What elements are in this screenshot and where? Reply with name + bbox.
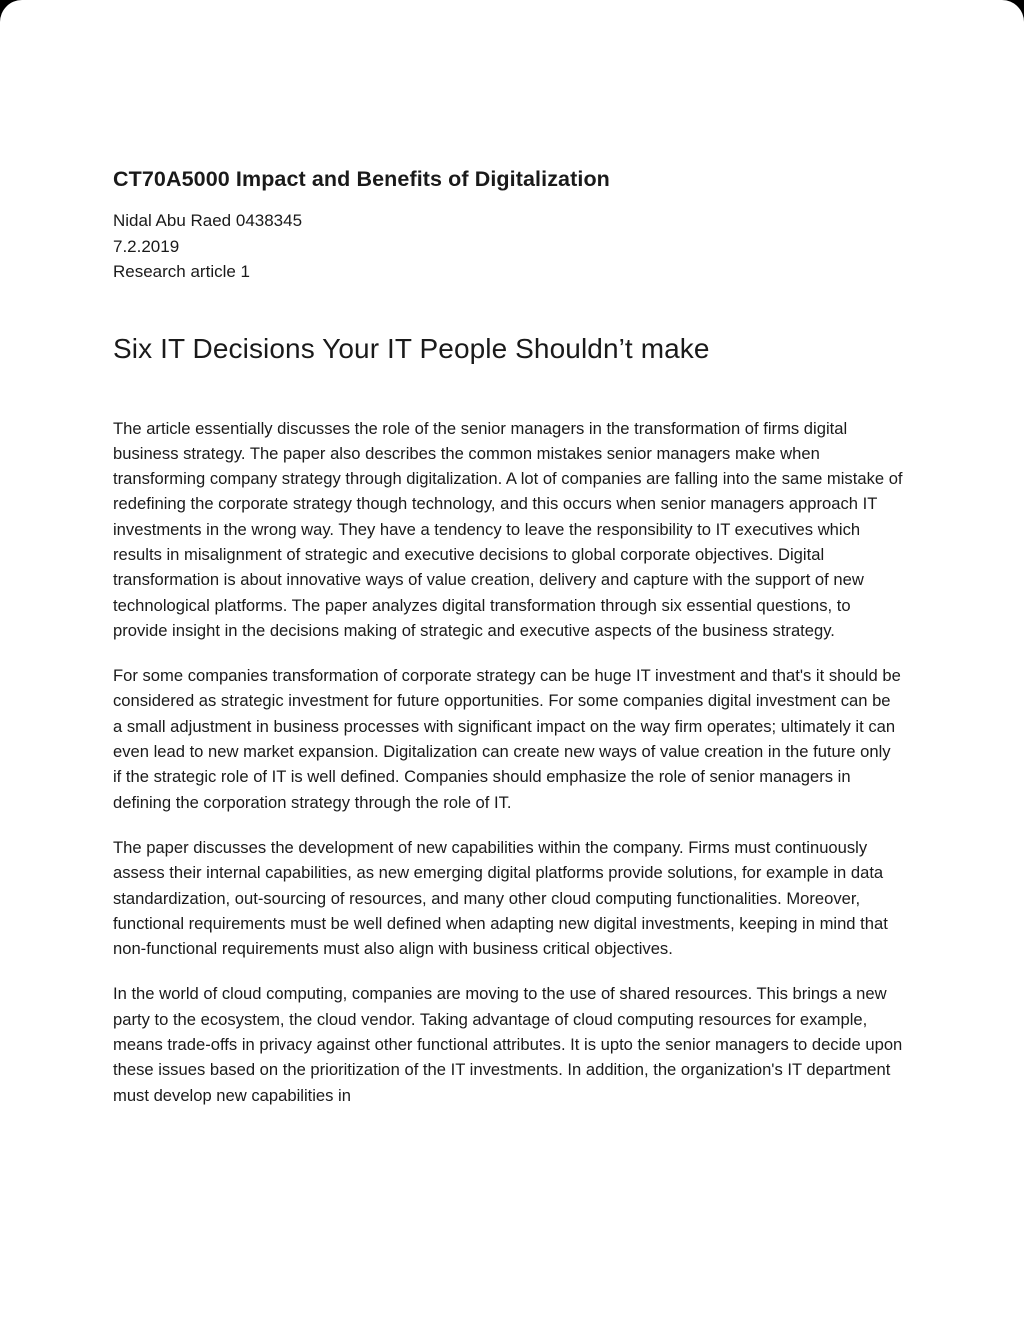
author-line: Nidal Abu Raed 0438345 (113, 211, 303, 230)
document-meta (113, 208, 903, 285)
document-type: Research article 1 (113, 262, 251, 281)
body-paragraph: For some companies transformation of corporate strategy can be huge IT investment and that's it should be considered as strategic investment for future opportunities. For some companies digital investment can be a small adjustment in business processes with significant impact on the way firm operates; ultimately it can even lead to new market expansion. Digitalization can create new ways of value creation in the future only if the strategic role of IT is well defined. Companies should emphasize the role of senior managers in defining the corporation strategy through the role of IT. (113, 666, 901, 812)
body-paragraph: The article essentially discusses the role of the senior managers in the transformation of firms digital business strategy. The paper also describes the common mistakes senior managers make when transforming company strategy through digitalization. A lot of companies are falling into the same mistake of redefining the corporate strategy though technology, and this occurs when senior managers approach IT investments in the wrong way. They have a tendency to leave the responsibility to IT executives which results in misalignment of strategic and executive decisions to global corporate objectives. Digital transformation is about innovative ways of value creation, delivery and capture with the support of new technological platforms. The paper analyzes digital transformation through six essential questions, to provide insight in the decisions making of strategic and executive aspects of the business strategy. (113, 418, 903, 640)
body-paragraph: The paper discusses the development of new capabilities within the company. Firms must continuously assess their internal capabilities, as new emerging digital platforms provide solutions, for example in data standardization, out-sourcing of resources, and many other cloud computing functionalities. Moreover, functional requirements must be well defined when adapting new digital investments, keeping in mind that non-functional requirements must also align with business critical objectives. (113, 837, 888, 959)
article-title: Six IT Decisions Your IT People Shouldn’t make (113, 332, 710, 364)
document-date: 7.2.2019 (113, 236, 180, 256)
course-title: CT70A5000 Impact and Benefits of Digitalization (113, 167, 610, 191)
document-content (113, 164, 903, 1108)
body-paragraph: In the world of cloud computing, companies are moving to the use of shared resources. This brings a new party to the ecosystem, the cloud vendor. Taking advantage of cloud computing resources for example, means trade-offs in privacy against other functional attributes. It is upto the senior managers to decide upon these issues based on the prioritization of the IT investments. In addition, the organization's IT department must develop new capabilities in (113, 984, 903, 1105)
